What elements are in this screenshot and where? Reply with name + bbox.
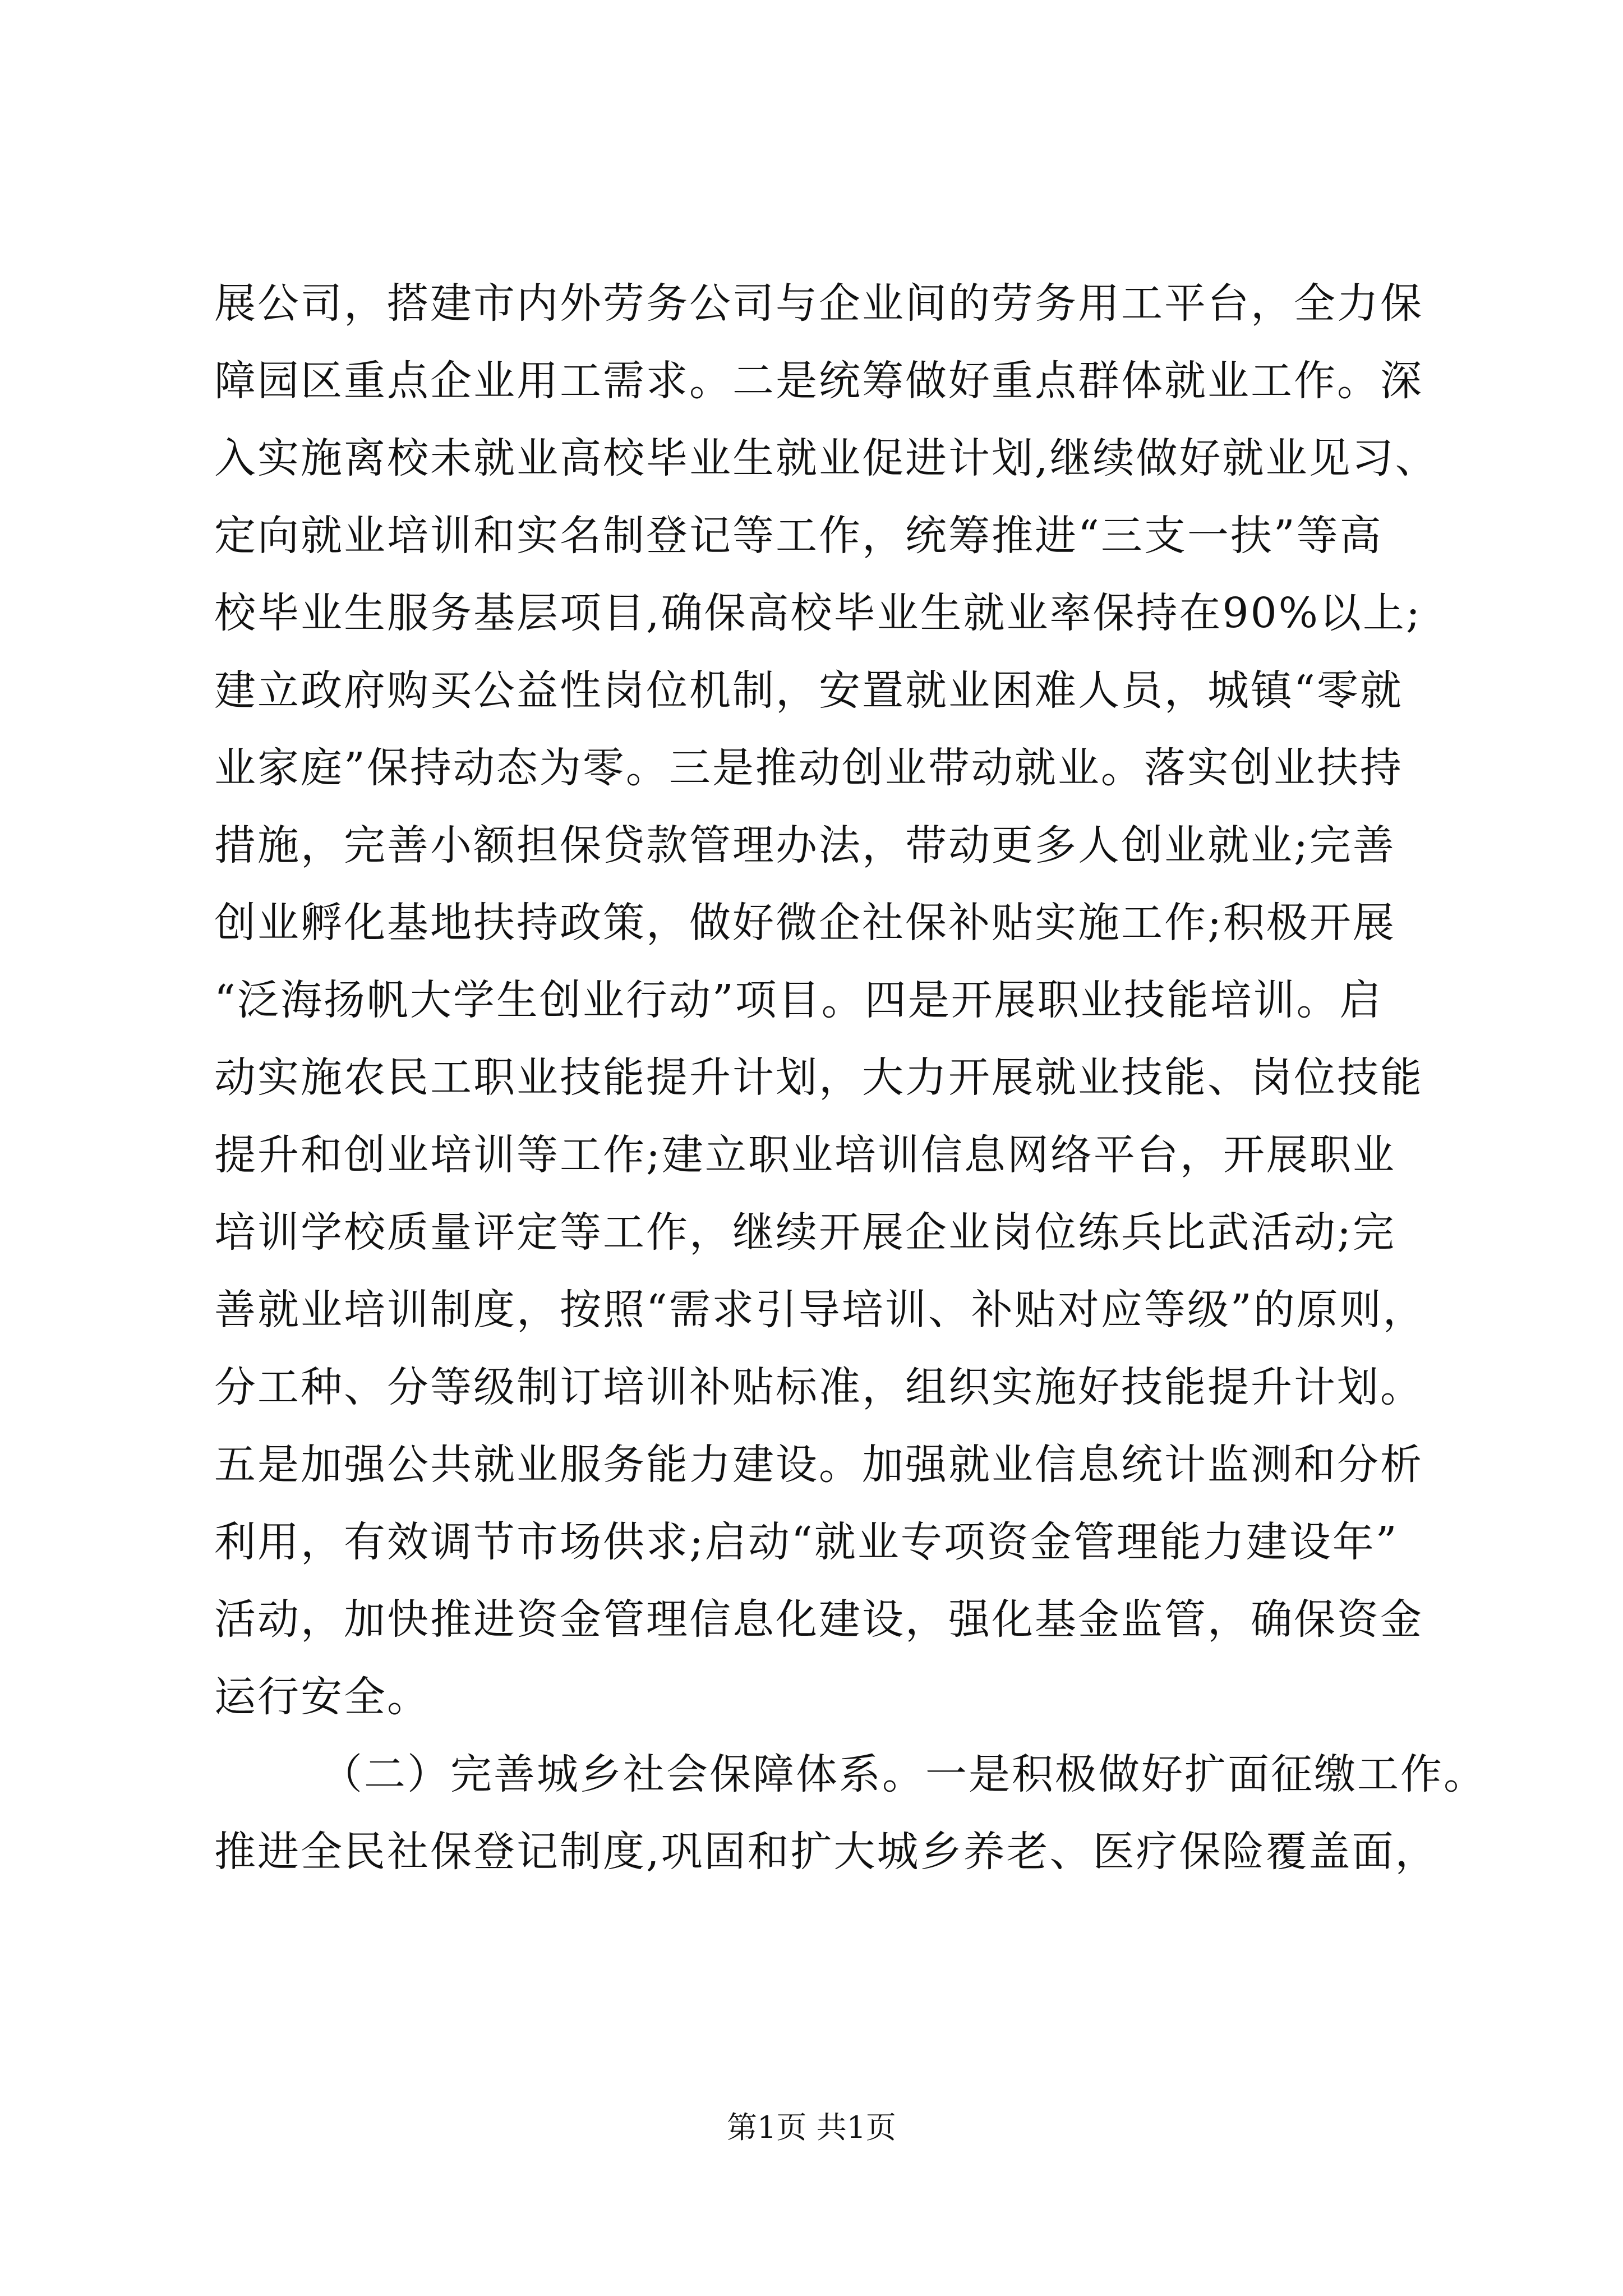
text-line: 入实施离校未就业高校毕业生就业促进计划,继续做好就业见习、 — [214, 434, 1438, 482]
document-body — [214, 265, 1487, 1890]
text-line: 善就业培训制度，按照“需求引导培训、补贴对应等级”的原则， — [214, 1286, 1426, 1334]
text-line: 障园区重点企业用工需求。二是统筹做好重点群体就业工作。深 — [214, 357, 1423, 405]
text-line: 动实施农民工职业技能提升计划，大力开展就业技能、岗位技能 — [214, 1053, 1423, 1102]
text-line: 校毕业生服务基层项目,确保高校毕业生就业率保持在90%以上; — [214, 589, 1422, 637]
text-line: 措施，完善小额担保贷款管理办法，带动更多人创业就业;完善 — [214, 821, 1396, 869]
text-line: 建立政府购买公益性岗位机制，安置就业困难人员，城镇“零就 — [214, 666, 1403, 715]
text-line: 利用，有效调节市场供求;启动“就业专项资金管理能力建设年” — [214, 1518, 1399, 1566]
text-line: 培训学校质量评定等工作，继续开展企业岗位练兵比武活动;完 — [214, 1208, 1396, 1257]
text-line: 运行安全。 — [214, 1673, 430, 1721]
text-line: 推进全民社保登记制度,巩固和扩大城乡养老、医疗保险覆盖面， — [214, 1828, 1438, 1876]
page-footer: 第1页 共1页 — [727, 2110, 896, 2145]
section-heading-line: （二）完善城乡社会保障体系。一是积极做好扩面征缴工作。 — [321, 1750, 1487, 1798]
text-line: 定向就业培训和实名制登记等工作，统筹推进“三支一扶”等高 — [214, 512, 1383, 560]
text-line: 分工种、分等级制订培训补贴标准，组织实施好技能提升计划。 — [214, 1363, 1423, 1411]
text-line: 提升和创业培训等工作;建立职业培训信息网络平台，开展职业 — [214, 1131, 1396, 1179]
text-line: 活动，加快推进资金管理信息化建设，强化基金监管，确保资金 — [214, 1595, 1423, 1644]
text-line: 业家庭”保持动态为零。三是推动创业带动就业。落实创业扶持 — [214, 744, 1403, 792]
text-line: 五是加强公共就业服务能力建设。加强就业信息统计监测和分析 — [214, 1441, 1423, 1489]
text-line: “泛海扬帆大学生创业行动”项目。四是开展职业技能培训。启 — [214, 976, 1383, 1024]
text-line: 创业孵化基地扶持政策，做好微企社保补贴实施工作;积极开展 — [214, 899, 1396, 947]
text-line: 展公司，搭建市内外劳务公司与企业间的劳务用工平台，全力保 — [214, 279, 1423, 328]
